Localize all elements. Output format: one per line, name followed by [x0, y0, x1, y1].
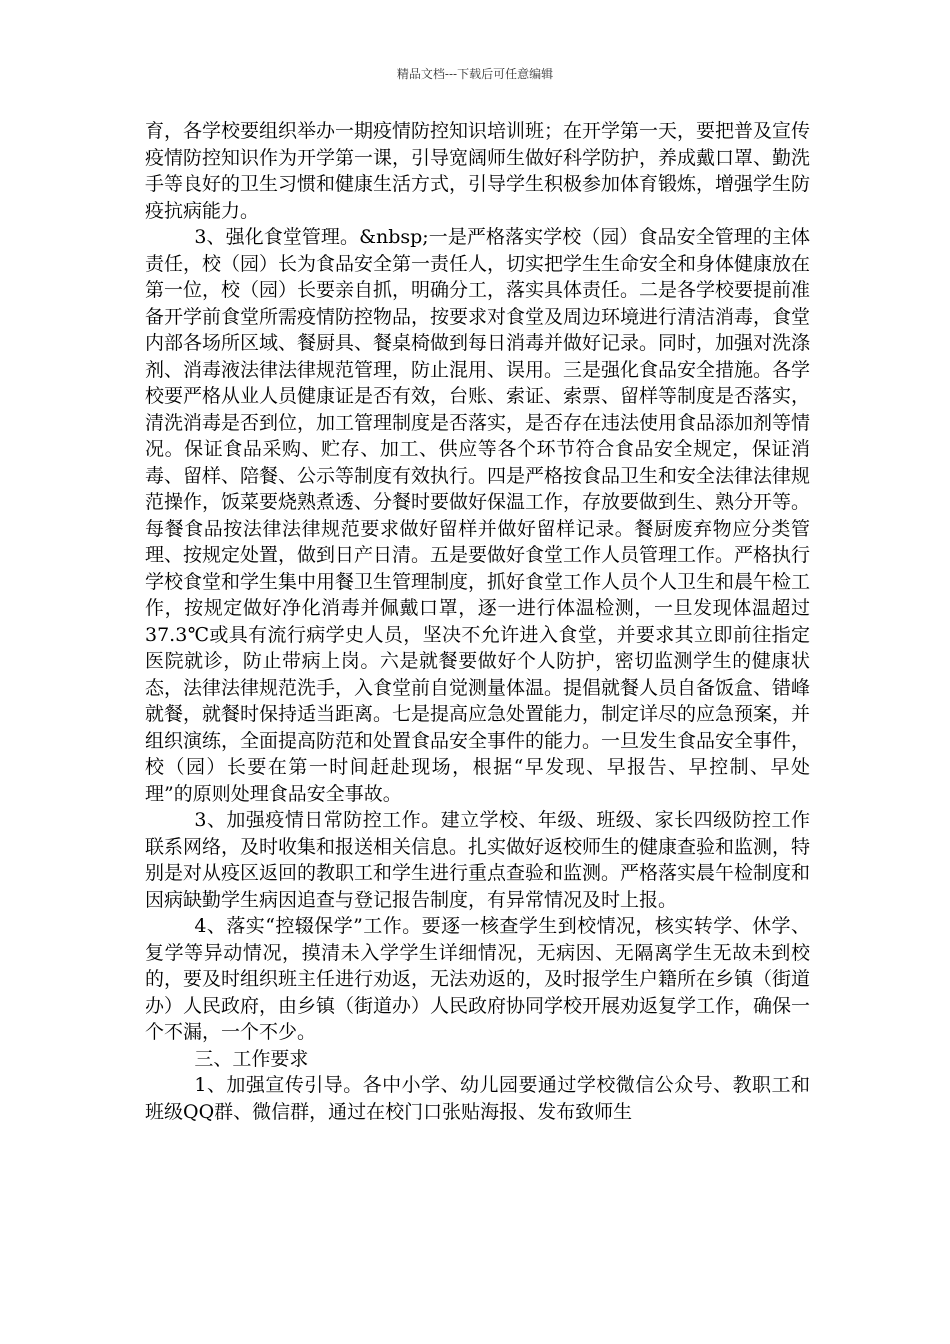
- paragraph-publicity: 1、加强宣传引导。各中小学、幼儿园要通过学校微信公众号、教职工和班级QQ群、微信群，通过在校门口张贴海报、发布致师生: [145, 1074, 810, 1123]
- paragraph-canteen-management: 3、强化食堂管理。&nbsp;一是严格落实学校（园）食品安全管理的主体责任，校（园）长为食品安全第一责任人，切实把学生生命安全和身体健康放在第一位，校（园）长要亲自抓，明确分工，落实具体责任。二是各学校要提前准备开学前食堂所需疫情防控物品，按要求对食堂及周边环境进行清洁消毒，食堂内部各场所区域、餐厨具、餐桌椅做到每日消毒并做好记录。同时，加强对洗涤剂、消毒液法律法律规范管理，防止混用、误用。三是强化食品安全措施。各学校要严格从业人员健康证是否有效，台账、索证、索票、留样等制度是否落实，清洗消毒是否到位，加工管理制度是否落实，是否存在违法使用食品添加剂等情况。保证食品采购、贮存、加工、供应等各个环节符合食品安全规定，保证消毒、留样、陪餐、公示等制度有效执行。四是严格按食品卫生和安全法律法律规范操作，饭菜要烧熟煮透、分餐时要做好保温工作，存放要做到生、熟分开等。每餐食品按法律法律规范要求做好留样并做好留样记录。餐厨废弃物应分类管理、按规定处置，做到日产日清。五是要做好食堂工作人员管理工作。严格执行学校食堂和学生集中用餐卫生管理制度，抓好食堂工作人员个人卫生和晨午检工作，按规定做好净化消毒并佩戴口罩，逐一进行体温检测，一旦发现体温超过37.3℃或具有流行病学史人员，坚决不允许进入食堂，并要求其立即前往指定医院就诊，防止带病上岗。六是就餐要做好个人防护，密切监测学生的健康状态，法律法律规范洗手，入食堂前自觉测量体温。提倡就餐人员自备饭盒、错峰就餐，就餐时保持适当距离。七是提高应急处置能力，制定详尽的应急预案，并组织演练，全面提高防范和处置食品安全事件的能力。一旦发生食品安全事件，校（园）长要在第一时间赶赴现场，根据“早发现、早报告、早控制、早处理”的原则处理食品安全事故。: [145, 226, 811, 805]
- paragraph-continuation: 育，各学校要组织举办一期疫情防控知识培训班；在开学第一天，要把普及宣传疫情防控知识作为开学第一课，引导宽阔师生做好科学防护，养成戴口罩、勤洗手等良好的卫生习惯和健康生活方式，引导学生积极参加体育锻炼，增强学生防疫抗病能力。: [145, 120, 811, 222]
- paragraph-daily-prevention: 3、加强疫情日常防控工作。建立学校、年级、班级、家长四级防控工作联系网络，及时收集和报送相关信息。扎实做好返校师生的健康查验和监测，特别是对从疫区返回的教职工和学生进行重点查验和监测。严格落实晨午检制度和因病缺勤学生病因追查与登记报告制度，有异常情况及时上报。: [145, 809, 811, 911]
- paragraph-dropout-control: 4、落实“控辍保学”工作。要逐一核查学生到校情况，核实转学、休学、复学等异动情况，摸清未入学学生详细情况，无病因、无隔离学生无故未到校的，要及时组织班主任进行劝返，无法劝返的，及时报学生户籍所在乡镇（街道办）人民政府，由乡镇（街道办）人民政府协同学校开展劝返复学工作，确保一个不漏，一个不少。: [145, 915, 811, 1043]
- page-header: 精品文档---下载后可任意编辑: [396, 67, 554, 81]
- document-body: [145, 118, 810, 1125]
- section-heading-work-requirements: 三、工作要求: [194, 1047, 309, 1070]
